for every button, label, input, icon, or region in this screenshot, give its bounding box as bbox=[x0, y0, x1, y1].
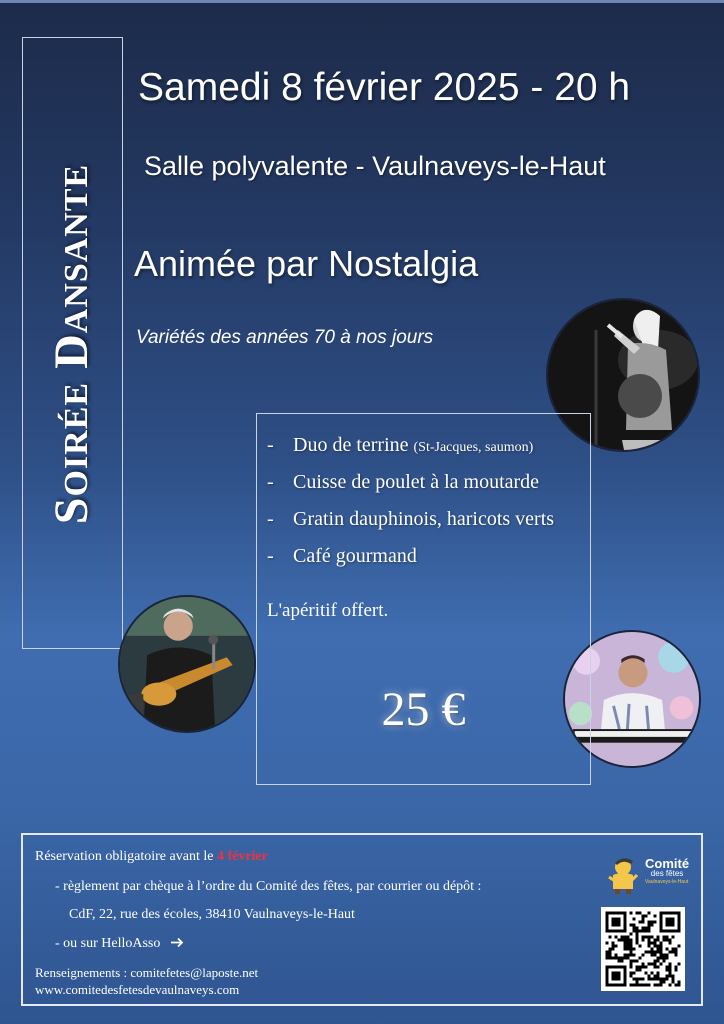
payment-line: - règlement par chèque à l’ordre du Comité des fêtes, par courrier ou dépôt : bbox=[55, 879, 482, 894]
top-border bbox=[0, 0, 724, 3]
qr-code[interactable] bbox=[601, 907, 685, 991]
menu-item-label: Gratin dauphinois, haricots verts bbox=[293, 508, 555, 530]
mascot-icon bbox=[607, 855, 643, 895]
logo-main: Comité bbox=[645, 856, 690, 871]
price: 25 € bbox=[381, 683, 466, 736]
menu-bullet: - bbox=[267, 508, 274, 530]
helloasso-link[interactable] bbox=[55, 936, 184, 952]
reservation-text: Réservation obligatoire avant le bbox=[35, 849, 217, 864]
menu-bullet: - bbox=[267, 434, 274, 456]
reservation-line bbox=[35, 849, 268, 865]
menu-item-label: Café gourmand bbox=[293, 545, 417, 567]
qr-code-image bbox=[601, 907, 685, 991]
logo-sub: des fêtes bbox=[650, 869, 684, 878]
music-style: Variétés des années 70 à nos jours bbox=[136, 327, 434, 348]
helloasso-text[interactable]: - ou sur HelloAsso bbox=[55, 936, 161, 951]
menu-item bbox=[267, 545, 554, 582]
guitarist-photo bbox=[118, 595, 256, 733]
menu-box bbox=[256, 413, 591, 785]
vertical-title: Soirée Dansante bbox=[45, 163, 98, 525]
reservation-footer bbox=[21, 833, 703, 1006]
menu-item-label: Duo de terrine bbox=[293, 434, 409, 456]
menu-list bbox=[267, 434, 554, 582]
logo-small: Vaulnaveys-le-Haut bbox=[645, 879, 689, 885]
guitarist-photo-image bbox=[120, 597, 254, 731]
menu-item-note: (St-Jacques, saumon) bbox=[413, 440, 534, 455]
event-venue: Salle polyvalente - Vaulnaveys-le-Haut bbox=[144, 151, 606, 181]
aperitif-note: L'apéritif offert. bbox=[267, 600, 389, 621]
arrow-right-icon bbox=[170, 937, 184, 948]
menu-item bbox=[267, 434, 554, 471]
menu-bullet: - bbox=[267, 545, 274, 567]
contact-email[interactable]: Renseignements : comitefetes@laposte.net bbox=[35, 965, 259, 980]
event-date-headline: Samedi 8 février 2025 - 20 h bbox=[138, 66, 631, 109]
band-name: Animée par Nostalgia bbox=[134, 243, 479, 284]
comite-logo bbox=[607, 853, 697, 897]
menu-item bbox=[267, 471, 554, 508]
payment-address: CdF, 22, rue des écoles, 38410 Vaulnaveys-le-Haut bbox=[69, 907, 355, 922]
menu-item-label: Cuisse de poulet à la moutarde bbox=[293, 471, 540, 493]
website-link[interactable]: www.comitedesfetesdevaulnaveys.com bbox=[35, 982, 240, 997]
reservation-deadline: 4 février bbox=[216, 849, 268, 864]
menu-bullet: - bbox=[267, 471, 274, 493]
menu-item bbox=[267, 508, 554, 545]
logo-text bbox=[645, 857, 689, 885]
